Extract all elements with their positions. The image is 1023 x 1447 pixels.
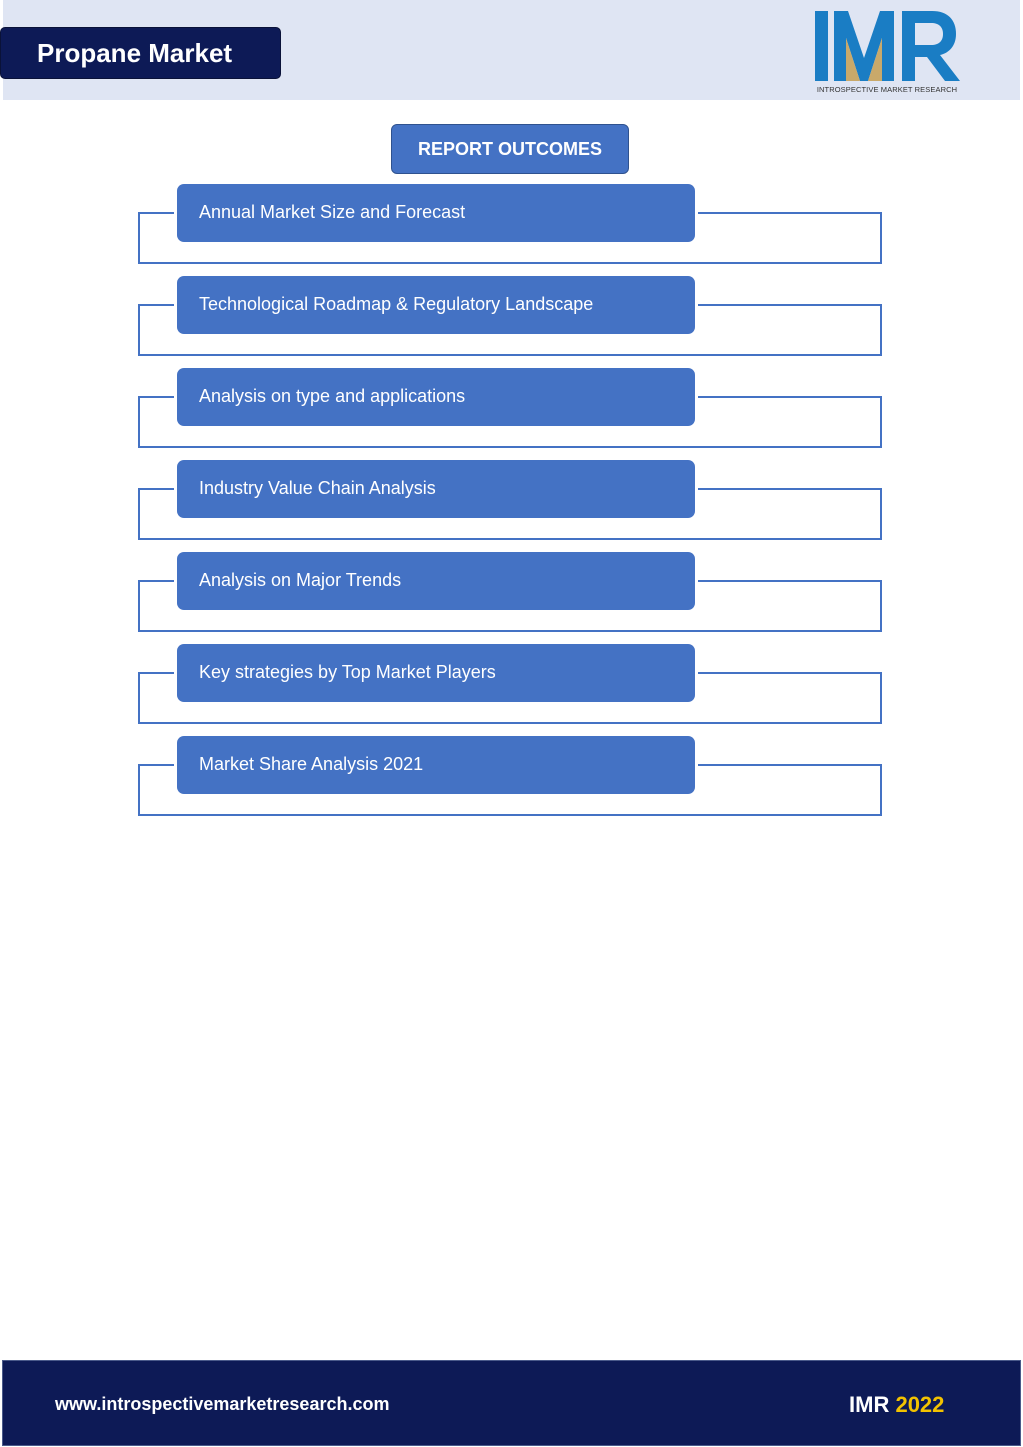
footer-brand-name: IMR [849,1392,890,1417]
imr-logo-mark [812,8,962,84]
logo-tagline: INTROSPECTIVE MARKET RESEARCH [816,85,958,94]
outcome-item [0,460,1023,552]
outcome-label-box [177,184,695,242]
outcome-label-box [177,368,695,426]
outcome-label-box [177,460,695,518]
outcome-item [0,276,1023,368]
report-outcomes-heading [391,124,629,174]
outcome-label-box [177,552,695,610]
outcome-item [0,644,1023,736]
footer-year: 2022 [895,1392,945,1417]
outcome-label: Key strategies by Top Market Players [199,661,496,682]
outcome-label-box [177,644,695,702]
outcome-item [0,552,1023,644]
outcome-label-box [177,276,695,334]
outcome-label: Analysis on type and applications [199,385,466,406]
outcome-item [0,736,1023,828]
outcome-item [0,184,1023,276]
outcome-label: Annual Market Size and Forecast [199,201,466,222]
footer-brand [849,1392,944,1418]
footer-website-link[interactable]: www.introspectivemarketresearch.com [55,1394,390,1414]
outcome-label-box [177,736,695,794]
outcome-label: Analysis on Major Trends [199,569,402,590]
report-outcomes-heading-text: REPORT OUTCOMES [417,138,602,159]
imr-logo [812,8,962,96]
page-footer [2,1360,1021,1446]
page-title [0,27,281,79]
outcome-label: Industry Value Chain Analysis [199,477,436,498]
outcome-item [0,368,1023,460]
outcome-label: Technological Roadmap & Regulatory Landscape [199,293,594,314]
page-title-text: Propane Market [37,37,233,68]
outcome-label: Market Share Analysis 2021 [199,753,424,774]
